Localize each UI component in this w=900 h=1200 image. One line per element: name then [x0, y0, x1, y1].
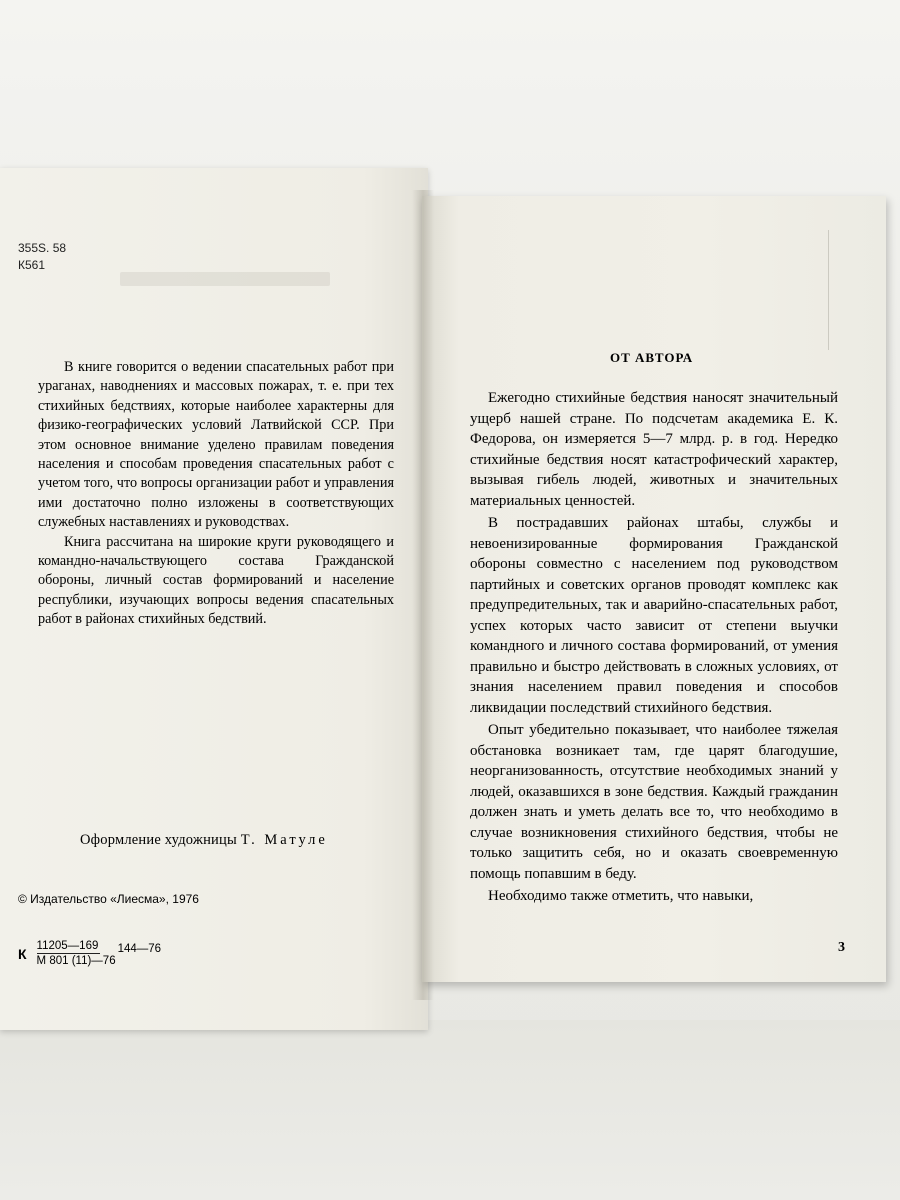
table-surface [0, 1020, 900, 1200]
index-numerator: 11205—169 [36, 940, 99, 952]
catalog-index [18, 940, 161, 967]
page-number: 3 [838, 940, 845, 955]
designer-prefix: Оформление художницы [80, 832, 237, 848]
foreword-paragraph: Ежегодно стихийные бедствия наносят значительный ущерб нашей стране. По подсчетам академика Е. К. Федорова, он измеряется 5—7 млрд. р. в год. Нередко стихийные бедствия носят катастрофический характер, вызывая гибель людей, животных и значительных материальных ценностей. [470, 390, 838, 509]
udc-code: 355S. 58 [18, 241, 67, 255]
foreword-paragraph: В пострадавших районах штабы, службы и невоенизированные формирования Гражданской обороны совместно с населением под руководством партийных и советских органов проводят комплекс как предупредительных, так и аварийно-спасательных работ, успех которых часто зависит от степени выучки командного и личного состава формирований, от умения правильно и быстро действовать в сложных условиях, от знания населением правил поведения и способов ликвидации последствий стихийного бедствия. [470, 515, 838, 716]
foreword-body [470, 388, 838, 909]
book-gutter [412, 190, 434, 1000]
index-fraction [37, 940, 116, 967]
annotation [38, 358, 394, 630]
publisher-copyright: © Издательство «Лиесма», 1976 [18, 892, 199, 906]
author-mark: К561 [18, 258, 46, 272]
designer-credit [80, 832, 328, 849]
designer-name: Т. Матуле [240, 832, 328, 848]
foreword-paragraph: Необходимо также отметить, что навыки, [488, 888, 754, 904]
annotation-paragraph: Книга рассчитана на широкие круги руководящего и командно-начальствующего состава Гражданской обороны, личный состав формирований и население республики, изучающих вопросы ведения спасательных работ в районах стихийных бедствий. [38, 533, 394, 628]
foreword-paragraph: Опыт убедительно показывает, что наиболее тяжелая обстановка возникает там, где царят благодушие, неорганизованность, отсутствие необходимых знаний у людей, оказавшихся в зоне бедствия. Каждый гражданин должен знать и уметь делать все то, что необходимо в случае возникновения стихийного бедствия, чтобы не только защитить себя, но и оказать своевременную помощь попавшим в беду. [470, 722, 838, 882]
annotation-paragraph: В книге говорится о ведении спасательных работ при ураганах, наводнениях и массовых пожарах, т. е. при тех стихийных бедствиях, которые наиболее характерны для физико-географических условий Латвийской ССР. При этом основное внимание уделено правилам поведения населения и способам проведения спасательных работ с учетом того, что вопросы организации работ и управления ими достаточно полно изложены в соответствующих служебных наставлениях и руководствах. [38, 359, 394, 531]
classification-code [18, 240, 66, 274]
index-suffix: 144—76 [117, 942, 162, 955]
index-letter: К [18, 945, 27, 962]
show-through-text [120, 272, 330, 286]
page-edge-shadow [828, 230, 829, 350]
index-denominator: М 801 (11)—76 [36, 955, 116, 967]
section-heading: ОТ АВТОРА [610, 350, 694, 365]
